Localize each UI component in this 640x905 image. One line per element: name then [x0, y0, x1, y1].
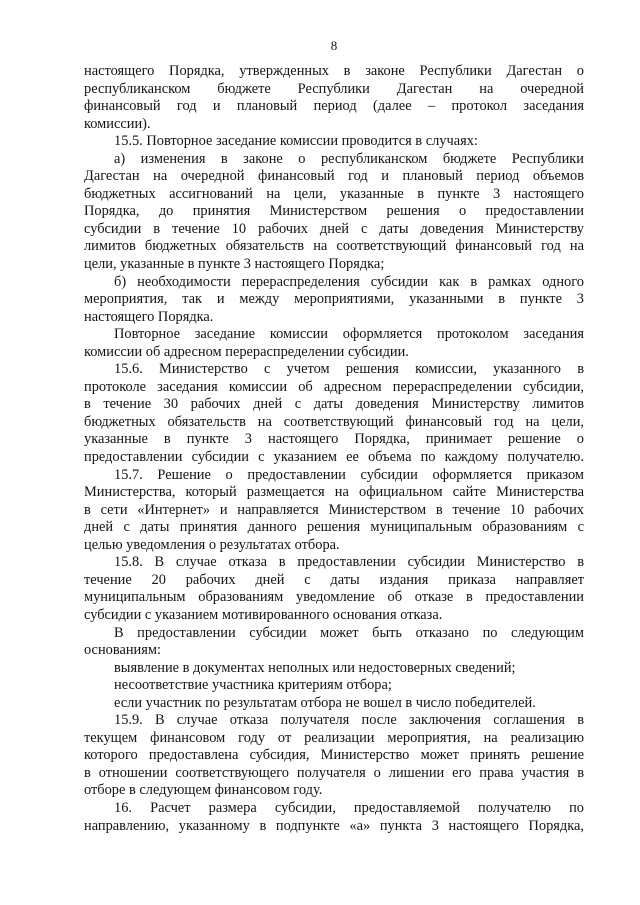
text-line: выявление в документах неполных или недостоверных сведений; — [114, 659, 516, 676]
text-line: предоставлении субсидии с указанием ее объема по каждому получателю. — [84, 449, 584, 466]
text-line: а) изменения в законе о республиканском бюджете Республики — [114, 150, 584, 167]
text-line: республиканском бюджете Республики Дагестан на очередной — [84, 80, 584, 97]
text-line: Дагестан на очередной финансовый год и плановый период объемов — [84, 168, 584, 185]
text-line: 15.5. Повторное заседание комиссии проводится в случаях: — [114, 133, 478, 150]
text-line: цели, указанные в пункте 3 настоящего Порядка; — [84, 256, 385, 273]
text-line: в отношении соответствующего получателя о лишении его права участия в — [84, 764, 584, 781]
text-line: которого предоставлена субсидия, Министерство может принять решение — [84, 747, 584, 764]
text-line: протоколе заседания комиссии об адресном перераспределении субсидии, — [84, 378, 584, 395]
page-number: 8 — [330, 38, 338, 53]
text-line: настоящего Порядка, утвержденных в законе Республики Дагестан о — [84, 63, 584, 79]
text-line: основаниям: — [84, 642, 161, 659]
text-line: течение 20 рабочих дней с даты издания приказа направляет — [84, 571, 584, 588]
text-line: 15.8. В случае отказа в предоставлении субсидии Министерство в — [114, 554, 584, 571]
text-line: субсидии с указанием мотивированного основания отказа. — [84, 606, 443, 623]
text-line: отборе в следующем финансовом году. — [84, 782, 323, 799]
text-line: текущем финансовом году от реализации мероприятия, на реализацию — [84, 729, 584, 746]
text-line: б) необходимости перераспределения субсидии как в рамках одного — [114, 273, 584, 290]
text-line: Министерства, который размещается на официальном сайте Министерства — [84, 484, 584, 501]
text-line: 15.7. Решение о предоставлении субсидии оформляется приказом — [114, 466, 584, 483]
text-line: целью уведомления о результатах отбора. — [84, 536, 340, 553]
text-line: в сети «Интернет» и направляется Министерством в течение 10 рабочих — [84, 501, 584, 518]
text-line: субсидии в течение 10 рабочих дней с даты доведения Министерству — [84, 220, 584, 237]
text-line: муниципальным образованиям уведомление об отказе в предоставлении — [84, 589, 584, 606]
text-line: 15.9. В случае отказа получателя после заключения соглашения в — [114, 712, 584, 729]
text-line: несоответствие участника критериям отбора; — [114, 677, 392, 694]
text-line: Порядка, до принятия Министерством решения о предоставлении — [84, 203, 584, 220]
text-line: дней с даты принятия данного решения муниципальным образованиям с — [84, 519, 584, 536]
text-line: если участник по результатам отбора не вошел в число победителей. — [114, 694, 536, 711]
text-line: лимитов бюджетных обязательств на соответствующий финансовый год на — [84, 238, 584, 255]
text-line: указанные в пункте 3 настоящего Порядка, принимает решение о — [84, 431, 584, 448]
text-line: Повторное заседание комиссии оформляется протоколом заседания — [114, 326, 584, 343]
text-line: бюджетных ассигнований на цели, указанные в пункте 3 настоящего — [84, 185, 584, 202]
text-line: настоящего Порядка. — [84, 308, 214, 325]
text-line: комиссии об адресном перераспределении субсидии. — [84, 343, 409, 360]
text-line: в течение 30 рабочих дней с даты доведения Министерству лимитов — [84, 396, 584, 413]
text-line: 15.6. Министерство с учетом решения комиссии, указанного в — [114, 361, 584, 378]
text-line: бюджетных обязательств на соответствующий финансовый год на цели, — [84, 413, 584, 430]
text-line: 16. Расчет размера субсидии, предоставляемой получателю по — [114, 799, 584, 816]
document-body — [84, 63, 584, 835]
text-line: В предоставлении субсидии может быть отказано по следующим — [114, 624, 584, 641]
text-line: направлению, указанному в подпункте «а» пункта 3 настоящего Порядка, — [84, 817, 584, 834]
text-line: комиссии). — [84, 115, 151, 132]
text-line: мероприятия, так и между мероприятиями, указанными в пункте 3 — [84, 291, 584, 308]
text-line: финансовый год и плановый период (далее – протокол заседания — [84, 98, 584, 115]
